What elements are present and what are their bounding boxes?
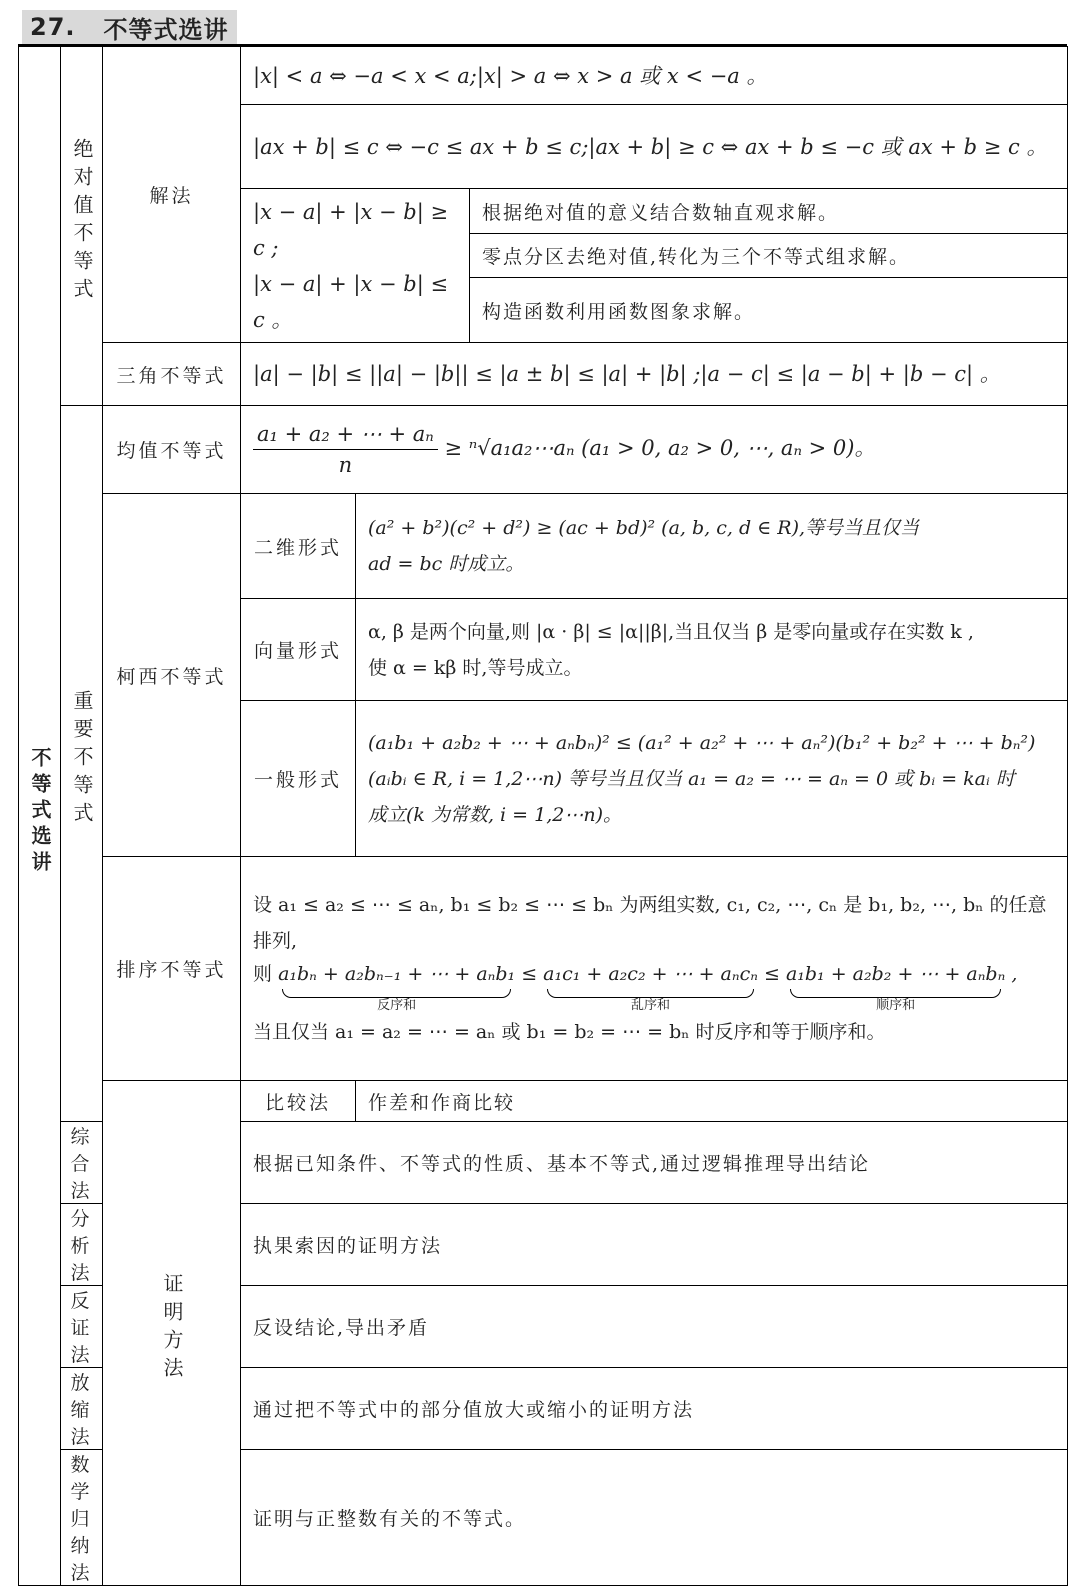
proof-desc-4: 通过把不等式中的部分值放大或缩小的证明方法 [241, 1368, 1068, 1450]
rearrange-line3 [253, 959, 1055, 1014]
random-sum-group [543, 959, 758, 1014]
proof-name-2: 分析法 [61, 1204, 103, 1286]
ordered-sum-expr: a₁b₁ + a₂b₂ + ⋯ + aₙbₙ [785, 963, 1006, 985]
proof-desc-3: 反设结论,导出矛盾 [241, 1286, 1068, 1368]
vector-label: 向量形式 [241, 599, 356, 701]
rearrange-le1: ≤ [521, 963, 538, 985]
cauchy-label: 柯西不等式 [103, 494, 241, 857]
abs-formula-3-line2: |x − a| + |x − b| ≤ c 。 [253, 271, 449, 332]
two-dim-line2: ad = bc 时成立。 [368, 553, 525, 575]
proof-name-1: 综合法 [61, 1122, 103, 1204]
abs-formula-3-line1: |x − a| + |x − b| ≥ c ; [253, 199, 449, 260]
general-label: 一般形式 [241, 701, 356, 857]
proof-name-0: 比较法 [241, 1081, 356, 1122]
mean-numerator: a₁ + a₂ + ⋯ + aₙ [253, 419, 438, 450]
abs-formula-2: |ax + b| ≤ c ⇔ −c ≤ ax + b ≤ c;|ax + b| ≥ c ⇔ ax + b ≤ −c 或 ax + b ≥ c 。 [241, 105, 1068, 189]
proof-category-cell [103, 1081, 241, 1586]
mean-formula [241, 406, 1068, 494]
reverse-sum-brace [282, 989, 511, 998]
rearrange-line1: 设 a₁ ≤ a₂ ≤ ⋯ ≤ aₙ, b₁ ≤ b₂ ≤ ⋯ ≤ bₙ 为两组实数, c₁, c₂, ⋯, cₙ 是 b₁, b₂, ⋯, bₙ 的任意 [253, 894, 1047, 916]
summary-table [18, 46, 1068, 1586]
section-title [22, 10, 237, 44]
random-sum-expr: a₁c₁ + a₂c₂ + ⋯ + aₙcₙ [543, 963, 758, 985]
abs-method-2: 零点分区去绝对值,转化为三个不等式组求解。 [470, 234, 1068, 278]
mean-fraction [253, 419, 438, 480]
ordered-sum-group [786, 959, 1005, 1014]
rearrange-label: 排序不等式 [103, 857, 241, 1081]
vector-line2: 使 α = kβ 时,等号成立。 [368, 656, 583, 679]
ordered-sum-label: 顺序和 [876, 998, 916, 1013]
vector-line1: α, β 是两个向量,则 |α · β| ≤ |α||β|,当且仅当 β 是零向量或存在实数 k , [368, 620, 974, 643]
mean-rest: ≥ ⁿ√a₁a₂⋯aₙ (a₁ > 0, a₂ > 0, ⋯, aₙ > 0)。 [444, 436, 876, 460]
abs-formula-1: |x| < a ⇔ −a < x < a;|x| > a ⇔ x > a 或 x < −a 。 [241, 47, 1068, 105]
important-category-cell [61, 406, 103, 1122]
proof-desc-2: 执果索因的证明方法 [241, 1204, 1068, 1286]
random-sum-brace [547, 989, 754, 998]
reverse-sum-label: 反序和 [377, 998, 417, 1013]
mean-label: 均值不等式 [103, 406, 241, 494]
general-line3: 成立(k 为常数, i = 1,2⋯n)。 [368, 803, 622, 826]
general-line2: (aᵢbᵢ ∈ R, i = 1,2⋯n) 等号当且仅当 a₁ = a₂ = ⋯ = aₙ = 0 或 bᵢ = kaᵢ 时 [368, 767, 1015, 790]
proof-desc-5: 证明与正整数有关的不等式。 [241, 1450, 1068, 1586]
proof-name-4: 放缩法 [61, 1368, 103, 1450]
reverse-sum-expr: a₁bₙ + a₂bₙ₋₁ + ⋯ + aₙb₁ [278, 963, 516, 985]
abs-method-1: 根据绝对值的意义结合数轴直观求解。 [470, 189, 1068, 234]
random-sum-label: 乱序和 [631, 998, 671, 1013]
mean-denominator: n [338, 453, 353, 477]
rearrange-line4: 当且仅当 a₁ = a₂ = ⋯ = aₙ 或 b₁ = b₂ = ⋯ = bₙ 时反序和等于顺序和。 [253, 1021, 886, 1043]
general-line1: (a₁b₁ + a₂b₂ + ⋯ + aₙbₙ)² ≤ (a₁² + a₂² + ⋯ + aₙ²)(b₁² + b₂² + ⋯ + bₙ²) [368, 731, 1036, 754]
two-dim-formula [356, 494, 1068, 599]
section-heading: 不等式选讲 [103, 15, 229, 44]
main-category-cell [19, 47, 61, 1586]
rearrange-formula [241, 857, 1068, 1081]
section-number: 27. [30, 13, 76, 41]
two-dim-line1: (a² + b²)(c² + d²) ≥ (ac + bd)² (a, b, c, d ∈ R),等号当且仅当 [368, 517, 920, 539]
absolute-category-cell [61, 47, 103, 406]
abs-formula-3 [241, 189, 470, 343]
solve-label: 解法 [103, 47, 241, 343]
proof-category-label: 证明方法 [160, 1273, 184, 1385]
triangle-formula: |a| − |b| ≤ ||a| − |b|| ≤ |a ± b| ≤ |a| + |b| ;|a − c| ≤ |a − b| + |b − c| 。 [241, 343, 1068, 406]
proof-name-3: 反证法 [61, 1286, 103, 1368]
rearrange-le2: ≤ [763, 963, 780, 985]
rearrange-prefix: 则 [253, 963, 273, 985]
proof-name-5: 数学归纳法 [61, 1450, 103, 1586]
reverse-sum-group [278, 959, 515, 1014]
proof-desc-0: 作差和作商比较 [356, 1081, 1068, 1122]
rearrange-line2: 排列, [253, 930, 298, 952]
two-dim-label: 二维形式 [241, 494, 356, 599]
triangle-label: 三角不等式 [103, 343, 241, 406]
absolute-category-label: 绝对值不等式 [70, 138, 94, 306]
main-category-label: 不等式选讲 [28, 747, 52, 877]
proof-desc-1: 根据已知条件、不等式的性质、基本不等式,通过逻辑推理导出结论 [241, 1122, 1068, 1204]
vector-formula [356, 599, 1068, 701]
ordered-sum-brace [790, 989, 1001, 998]
rearrange-comma: , [1011, 963, 1018, 985]
abs-method-3: 构造函数利用函数图象求解。 [470, 278, 1068, 343]
important-category-label: 重要不等式 [70, 689, 94, 830]
general-formula [356, 701, 1068, 857]
